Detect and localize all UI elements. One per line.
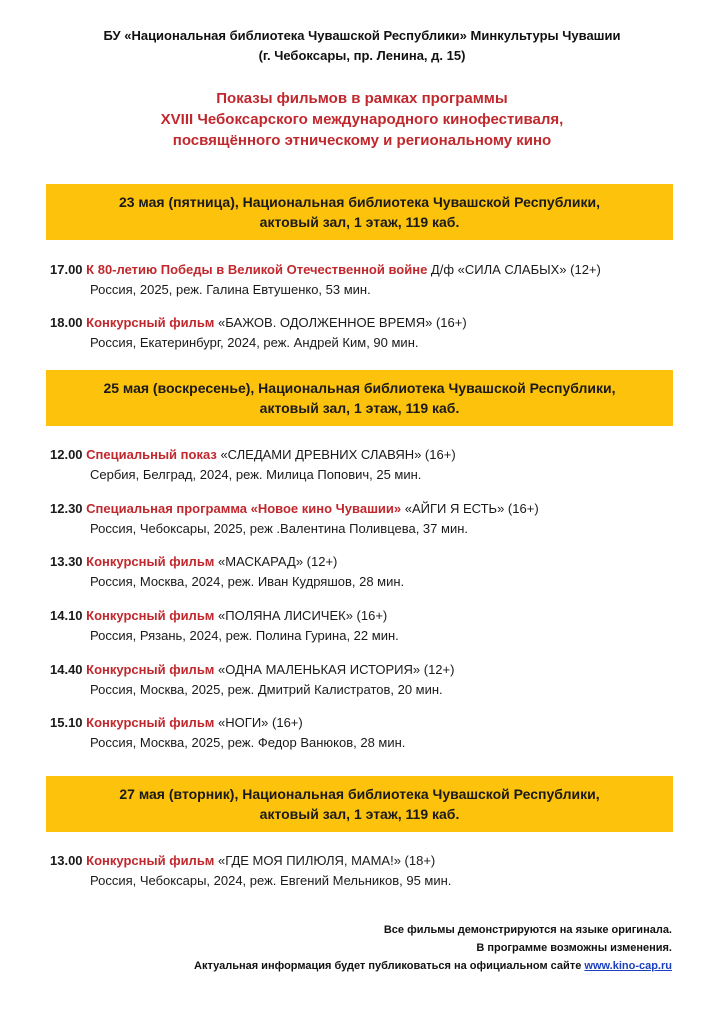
event-film: «НОГИ» (16+) (214, 715, 303, 730)
day-date-venue: 27 мая (вторник), Национальная библиотека Чувашской Республики, (119, 786, 600, 802)
event-time: 12.00 (50, 447, 83, 462)
day-date-venue: 25 мая (воскресенье), Национальная библиотека Чувашской Республики, (103, 380, 616, 396)
event-film: «БАЖОВ. ОДОЛЖЕННОЕ ВРЕМЯ» (16+) (214, 315, 467, 330)
day-hall: актовый зал, 1 этаж, 119 каб. (259, 400, 460, 416)
day-banner (46, 370, 673, 426)
title-line: XVIII Чебоксарского международного кинофестиваля, (160, 111, 564, 128)
footer-note: Все фильмы демонстрируются на языке оригинала. (383, 924, 672, 936)
event-time: 15.10 (50, 715, 83, 730)
event-item (50, 606, 690, 646)
footer-note: В программе возможны изменения. (476, 942, 672, 954)
event-details: Россия, Екатеринбург, 2024, реж. Андрей Ким, 90 мин. (90, 335, 419, 350)
event-item (50, 713, 690, 753)
event-item (50, 499, 690, 539)
event-details: Россия, Рязань, 2024, реж. Полина Гурина, 22 мин. (90, 628, 399, 643)
event-category: Конкурсный фильм (86, 554, 215, 569)
event-item (50, 313, 690, 353)
event-category: Конкурсный фильм (86, 608, 215, 623)
event-time: 13.30 (50, 554, 83, 569)
organization-header (0, 26, 724, 66)
day-hall: актовый зал, 1 этаж, 119 каб. (259, 806, 460, 822)
event-details: Россия, Москва, 2025, реж. Дмитрий Калистратов, 20 мин. (90, 682, 443, 697)
footer-site-text: Актуальная информация будет публиковаться на официальном сайте (194, 960, 585, 972)
event-item (50, 660, 690, 700)
event-time: 12.30 (50, 501, 83, 516)
event-item (50, 851, 690, 891)
site-link[interactable]: www.kino-cap.ru (584, 960, 672, 972)
title-line: Показы фильмов в рамках программы (216, 90, 508, 107)
event-item (50, 552, 690, 592)
event-time: 13.00 (50, 853, 83, 868)
event-item (50, 260, 690, 300)
event-details: Россия, 2025, реж. Галина Евтушенко, 53 мин. (90, 282, 371, 297)
organization-name: БУ «Национальная библиотека Чувашской Республики» Минкультуры Чувашии (103, 28, 621, 43)
event-time: 14.40 (50, 662, 83, 677)
day-date-venue: 23 мая (пятница), Национальная библиотека Чувашской Республики, (118, 194, 601, 210)
event-details: Россия, Чебоксары, 2025, реж .Валентина Поливцева, 37 мин. (90, 521, 468, 536)
event-category: Конкурсный фильм (86, 853, 215, 868)
event-category: Специальный показ (86, 447, 217, 462)
day-hall: актовый зал, 1 этаж, 119 каб. (259, 214, 460, 230)
event-film: «СЛЕДАМИ ДРЕВНИХ СЛАВЯН» (16+) (216, 447, 456, 462)
event-time: 17.00 (50, 262, 83, 277)
event-film: «АЙГИ Я ЕСТЬ» (16+) (401, 501, 539, 516)
event-category: Конкурсный фильм (86, 715, 215, 730)
event-film: «ГДЕ МОЯ ПИЛЮЛЯ, МАМА!» (18+) (214, 853, 436, 868)
event-film: «ПОЛЯНА ЛИСИЧЕК» (16+) (214, 608, 388, 623)
event-details: Россия, Чебоксары, 2024, реж. Евгений Мельников, 95 мин. (90, 873, 452, 888)
event-film: «МАСКАРАД» (12+) (214, 554, 338, 569)
event-category: Конкурсный фильм (86, 315, 215, 330)
page-title (0, 88, 724, 151)
organization-address: (г. Чебоксары, пр. Ленина, д. 15) (258, 48, 466, 63)
day-banner (46, 184, 673, 240)
event-time: 18.00 (50, 315, 83, 330)
event-film: «ОДНА МАЛЕНЬКАЯ ИСТОРИЯ» (12+) (214, 662, 455, 677)
event-film: Д/ф «СИЛА СЛАБЫХ» (12+) (427, 262, 601, 277)
footer-note (194, 957, 672, 975)
event-details: Россия, Москва, 2024, реж. Иван Кудряшов, 28 мин. (90, 574, 405, 589)
day-banner (46, 776, 673, 832)
footer-notes (194, 921, 672, 975)
event-category: К 80-летию Победы в Великой Отечественной войне (86, 262, 428, 277)
event-item (50, 445, 690, 485)
title-line: посвящённого этническому и региональному кино (172, 132, 552, 149)
event-time: 14.10 (50, 608, 83, 623)
event-details: Сербия, Белград, 2024, реж. Милица Попович, 25 мин. (90, 467, 422, 482)
event-details: Россия, Москва, 2025, реж. Федор Ванюков, 28 мин. (90, 735, 406, 750)
event-category: Конкурсный фильм (86, 662, 215, 677)
event-category: Специальная программа «Новое кино Чувашии» (86, 501, 402, 516)
